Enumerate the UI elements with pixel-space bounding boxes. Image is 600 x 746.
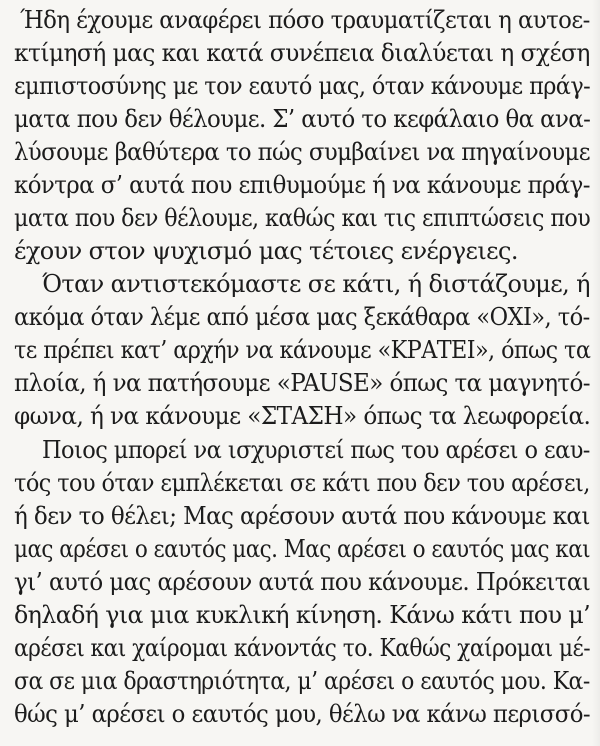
paragraph-line: μας αρέσει ο εαυτός μας. Μας αρέσει ο εαυτός μας και bbox=[14, 535, 591, 563]
paragraph-line: κτίμησή μας και κατά συνέπεια διαλύεται η σχέση bbox=[14, 39, 590, 67]
paragraph-line: Ποιος μπορεί να ισχυριστεί πως του αρέσει ο εαυ- bbox=[42, 436, 590, 464]
paragraph-line: τός του όταν εμπλέκεται σε κάτι που δεν του αρέσει, bbox=[14, 469, 590, 497]
paragraph-line: εμπιστοσύνης με τον εαυτό μας, όταν κάνουμε πράγ- bbox=[14, 72, 591, 100]
paragraph-line: γι’ αυτό μας αρέσουν αυτά που κάνουμε. Πρόκειται bbox=[14, 568, 591, 596]
paragraph-line: πλοία, ή να πατήσουμε «PAUSE» όπως τα μαγνητό- bbox=[14, 369, 591, 397]
paragraph-line: φωνα, ή να κάνουμε «ΣΤΑΣΗ» όπως τα λεωφορεία. bbox=[14, 402, 591, 430]
paragraph-line: κόντρα σ’ αυτά που επιθυμούμε ή να κάνουμε πράγ- bbox=[14, 171, 590, 199]
paragraph-line: ματα που δεν θέλουμε. Σ’ αυτό το κεφάλαιο θα ανα- bbox=[14, 105, 591, 133]
paragraph-line: ή δεν το θέλει; Μας αρέσουν αυτά που κάνουμε και bbox=[14, 502, 590, 530]
paragraph-3 bbox=[0, 434, 600, 731]
paragraph-line: έχουν στον ψυχισμό μας τέτοιες ενέργειες. bbox=[14, 237, 518, 265]
paragraph-line: σα σε μια δραστηριότητα, μ’ αρέσει ο εαυτός μου. Κα- bbox=[14, 667, 590, 695]
paragraph-line: δηλαδή για μια κυκλική κίνηση. Κάνω κάτι που μ’ bbox=[14, 601, 591, 629]
paragraph-line: Όταν αντιστεκόμαστε σε κάτι, ή διστάζουμε, ή bbox=[42, 270, 590, 298]
paragraph-line: λύσουμε βαθύτερα το πώς συμβαίνει να πηγαίνουμε bbox=[14, 138, 590, 166]
paragraph-line: θώς μ’ αρέσει ο εαυτός μου, θέλω να κάνω περισσό- bbox=[14, 700, 590, 728]
paragraph-line: τε πρέπει κατ’ αρχήν να κάνουμε «ΚΡΑΤΕΙ», όπως τα bbox=[14, 336, 591, 364]
paragraph-2 bbox=[0, 268, 600, 433]
paragraph-line: ματα που δεν θέλουμε, καθώς και τις επιπτώσεις που bbox=[14, 204, 591, 232]
paragraph-1 bbox=[0, 4, 600, 268]
paragraph-line: ακόμα όταν λέμε από μέσα μας ξεκάθαρα «ΟΧΙ», τό- bbox=[14, 303, 590, 331]
paragraph-line: αρέσει και χαίρομαι κάνοντάς το. Καθώς χαίρομαι μέ- bbox=[14, 634, 591, 662]
paragraph-line: Ήδη έχουμε αναφέρει πόσο τραυματίζεται η αυτοε- bbox=[20, 6, 590, 34]
page-edge-shadow bbox=[592, 0, 600, 746]
